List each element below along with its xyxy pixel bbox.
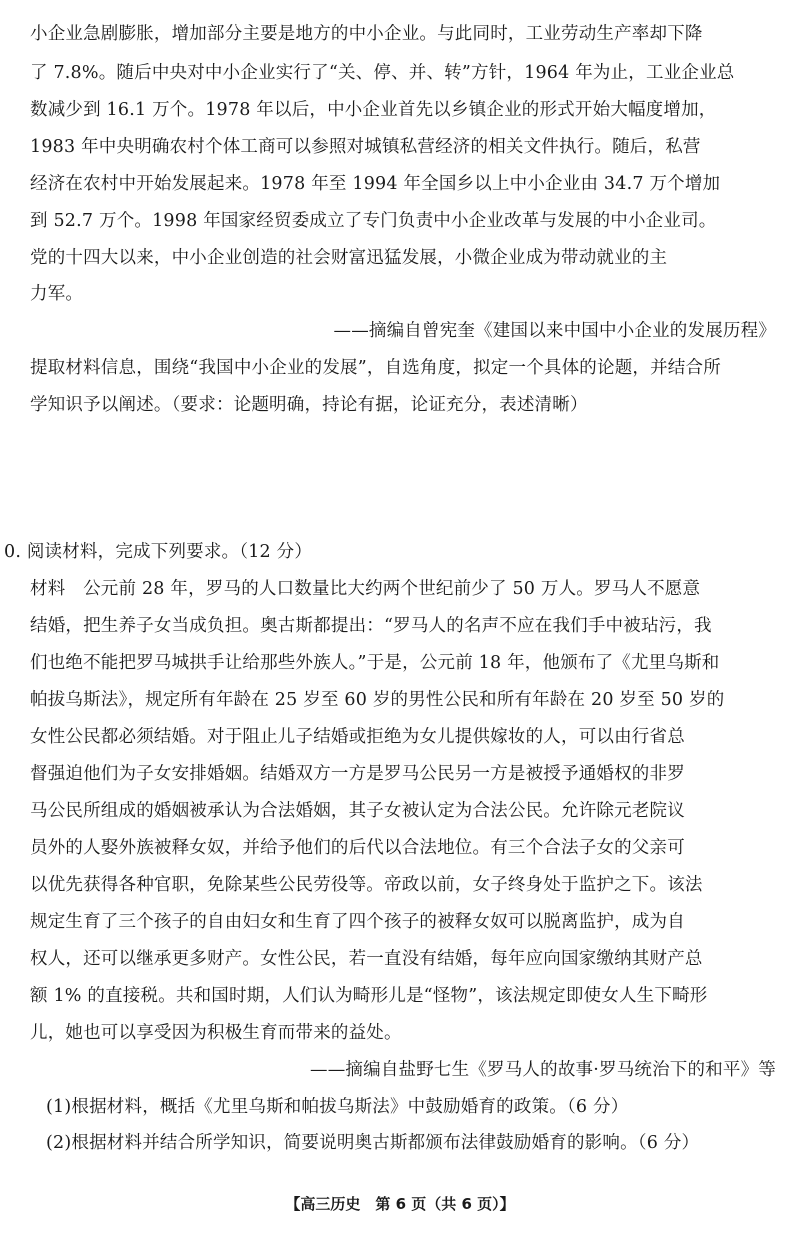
material1-line-4: 1983 年中央明确农村个体工商可以参照对城镇私营经济的相关文件执行。随后，私营 [30,137,701,157]
q20-material-line-11: 权人，还可以继承更多财产。女性公民，若一直没有结婚，每年应向国家缴纳其财产总 [30,949,703,969]
q20-material-line-13: 儿，她也可以享受因为积极生育而带来的益处。 [30,1023,402,1043]
q20-material-line-3: 们也绝不能把罗马城拱手让给那些外族人。”于是，公元前 18 年，他颁布了《尤里乌斯和 [30,653,720,673]
material1-line-8: 力军。 [30,284,84,304]
question-20-header: 0. 阅读材料，完成下列要求。（12 分） [4,542,313,562]
q20-material-line-10: 规定生育了三个孩子的自由妇女和生育了四个孩子的被释女奴可以脱离监护，成为自 [30,912,685,932]
q20-material-line-6: 督强迫他们为子女安排婚姻。结婚双方一方是罗马公民另一方是被授予通婚权的非罗 [30,764,685,784]
q20-material-line-5: 女性公民都必须结婚。对于阻止儿子结婚或拒绝为女儿提供嫁妆的人，可以由行省总 [30,727,685,747]
page-footer: 【高三历史 第 6 页（共 6 页）】 [285,1195,515,1213]
q20-material-line-4: 帕拔乌斯法》，规定所有年龄在 25 岁至 60 岁的男性公民和所有年龄在 20 岁至 50 岁的 [30,690,725,710]
essay-prompt-line-1: 提取材料信息，围绕“我国中小企业的发展”，自选角度，拟定一个具体的论题，并结合所 [30,358,721,378]
q20-material-line-8: 员外的人娶外族被释女奴，并给予他们的后代以合法地位。有三个合法子女的父亲可 [30,838,685,858]
material1-line-2: 了 7.8%。随后中央对中小企业实行了“关、停、并、转”方针，1964 年为止，工业企业总 [30,63,735,83]
q20-subquestion-2: (2)根据材料并结合所学知识，简要说明奥古斯都颁布法律鼓励婚育的影响。（6 分） [46,1133,700,1153]
essay-prompt-line-2: 学知识予以阐述。（要求：论题明确，持论有据，论证充分，表述清晰） [30,395,588,415]
material1-source: ——摘编自曾宪奎《建国以来中国中小企业的发展历程》 [333,321,776,341]
q20-material-line-2: 结婚，把生养子女当成负担。奥古斯都提出：“罗马人的名声不应在我们手中被玷污，我 [30,616,712,636]
q20-material-line-1: 材料 公元前 28 年，罗马的人口数量比大约两个世纪前少了 50 万人。罗马人不愿意 [30,579,701,599]
material1-line-6: 到 52.7 万个。1998 年国家经贸委成立了专门负责中小企业改革与发展的中小企业司。 [30,211,717,231]
q20-source: ——摘编自盐野七生《罗马人的故事·罗马统治下的和平》等 [310,1060,776,1080]
q20-subquestion-1: (1)根据材料，概括《尤里乌斯和帕拔乌斯法》中鼓励婚育的政策。（6 分） [46,1097,629,1117]
material1-line-7: 党的十四大以来，中小企业创造的社会财富迅猛发展，小微企业成为带动就业的主 [30,248,668,268]
q20-material-line-9: 以优先获得各种官职，免除某些公民劳役等。帝政以前，女子终身处于监护之下。该法 [30,875,703,895]
material1-line-3: 数减少到 16.1 万个。1978 年以后，中小企业首先以乡镇企业的形式开始大幅度增加， [30,100,717,120]
q20-material-line-12: 额 1% 的直接税。共和国时期，人们认为畸形儿是“怪物”，该法规定即使女人生下畸形 [30,986,708,1006]
material1-line-5: 经济在农村中开始发展起来。1978 年至 1994 年全国乡以上中小企业由 34.7 万个增加 [30,174,721,194]
q20-material-line-7: 马公民所组成的婚姻被承认为合法婚姻，其子女被认定为合法公民。允许除元老院议 [30,801,685,821]
material1-line-1: 小企业急剧膨胀，增加部分主要是地方的中小企业。与此同时，工业劳动生产率却下降 [30,24,703,44]
